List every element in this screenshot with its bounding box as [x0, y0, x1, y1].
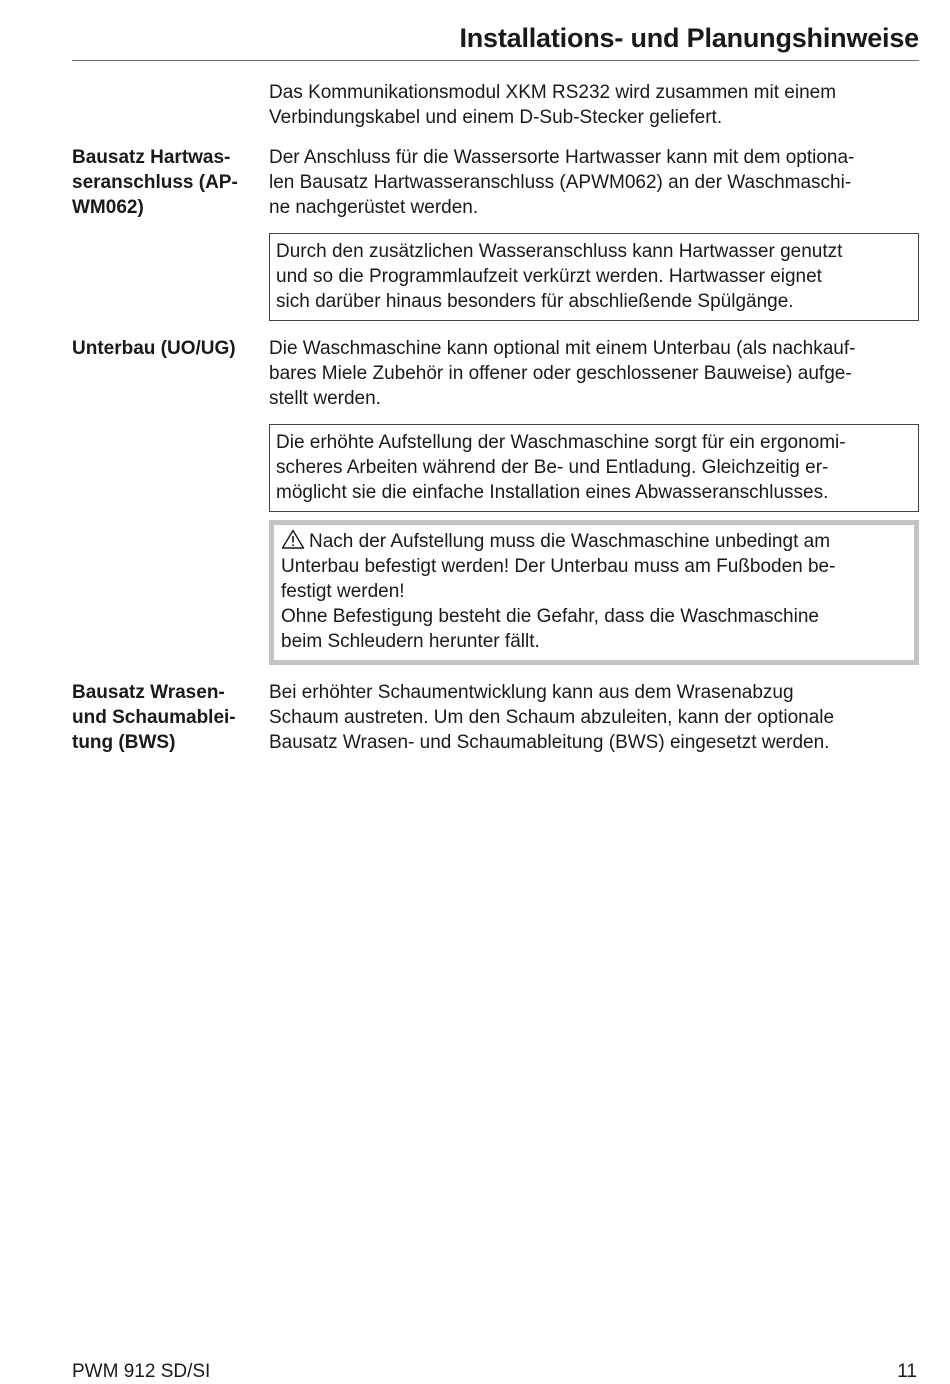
- section-intro: [72, 80, 919, 130]
- heading-line: tung (BWS): [72, 732, 176, 753]
- section-hartwasser: [72, 145, 919, 321]
- section-heading: [72, 336, 269, 665]
- section-unterbau: [72, 336, 919, 665]
- heading-line: und Schaumablei-: [72, 707, 236, 728]
- section-heading: [72, 680, 269, 755]
- note-box: [269, 233, 919, 321]
- page-number: 11: [897, 1361, 917, 1382]
- heading-line: seranschluss (AP-: [72, 172, 238, 193]
- warning-box: [269, 520, 919, 665]
- note-line: scheres Arbeiten während der Be- und Entladung. Gleichzeitig er-: [276, 457, 829, 478]
- note-line: Die erhöhte Aufstellung der Waschmaschine sorgt für ein ergonomi-: [276, 432, 846, 453]
- body-line: Der Anschluss für die Wassersorte Hartwasser kann mit dem optiona-: [269, 147, 855, 168]
- warning-triangle-icon: [281, 529, 305, 549]
- footer-model: PWM 912 SD/SI: [72, 1361, 211, 1382]
- heading-line: Bausatz Hartwas-: [72, 147, 231, 168]
- page-content: [72, 80, 919, 755]
- body-line: Bausatz Wrasen- und Schaumableitung (BWS) eingesetzt werden.: [269, 732, 830, 753]
- body-line: len Bausatz Hartwasseranschluss (APWM062) an der Waschmaschi-: [269, 172, 852, 193]
- note-line: sich darüber hinaus besonders für abschließende Spülgänge.: [276, 291, 794, 312]
- body-line: stellt werden.: [269, 388, 381, 409]
- section-body: [269, 336, 919, 665]
- section-bws: [72, 680, 919, 755]
- warning-line: [281, 529, 908, 554]
- heading-line: Unterbau (UO/UG): [72, 338, 236, 359]
- section-heading-empty: [72, 80, 269, 130]
- page-header: [72, 20, 919, 61]
- section-body: [269, 145, 919, 321]
- intro-text: Das Kommunikationsmodul XKM RS232 wird zusammen mit einem Verbindungskabel und einem D-Sub-Stecker geliefert.: [269, 82, 837, 128]
- warning-line: beim Schleudern herunter fällt.: [281, 631, 540, 652]
- note-line: und so die Programmlaufzeit verkürzt werden. Hartwasser eignet: [276, 266, 822, 287]
- body-line: Schaum austreten. Um den Schaum abzuleiten, kann der optionale: [269, 707, 835, 728]
- body-line: bares Miele Zubehör in offener oder geschlossener Bauweise) aufge-: [269, 363, 852, 384]
- section-heading: [72, 145, 269, 321]
- note-box: [269, 424, 919, 512]
- section-body: [269, 80, 919, 130]
- note-line: Durch den zusätzlichen Wasseranschluss kann Hartwasser genutzt: [276, 241, 843, 262]
- warning-line: Ohne Befestigung besteht die Gefahr, dass die Waschmaschine: [281, 606, 819, 627]
- body-line: Bei erhöhter Schaumentwicklung kann aus dem Wrasenabzug: [269, 682, 794, 703]
- warning-line: Unterbau befestigt werden! Der Unterbau muss am Fußboden be-: [281, 556, 836, 577]
- section-body: [269, 680, 919, 755]
- note-line: möglicht sie die einfache Installation eines Abwasseranschlusses.: [276, 482, 829, 503]
- page-title: Installations- und Planungshinweise: [459, 23, 919, 53]
- heading-line: Bausatz Wrasen-: [72, 682, 225, 703]
- warning-line: festigt werden!: [281, 581, 405, 602]
- heading-line: WM062): [72, 197, 144, 218]
- body-line: ne nachgerüstet werden.: [269, 197, 479, 218]
- body-line: Die Waschmaschine kann optional mit einem Unterbau (als nachkauf-: [269, 338, 856, 359]
- warning-text: Nach der Aufstellung muss die Waschmaschine unbedingt am: [309, 531, 831, 552]
